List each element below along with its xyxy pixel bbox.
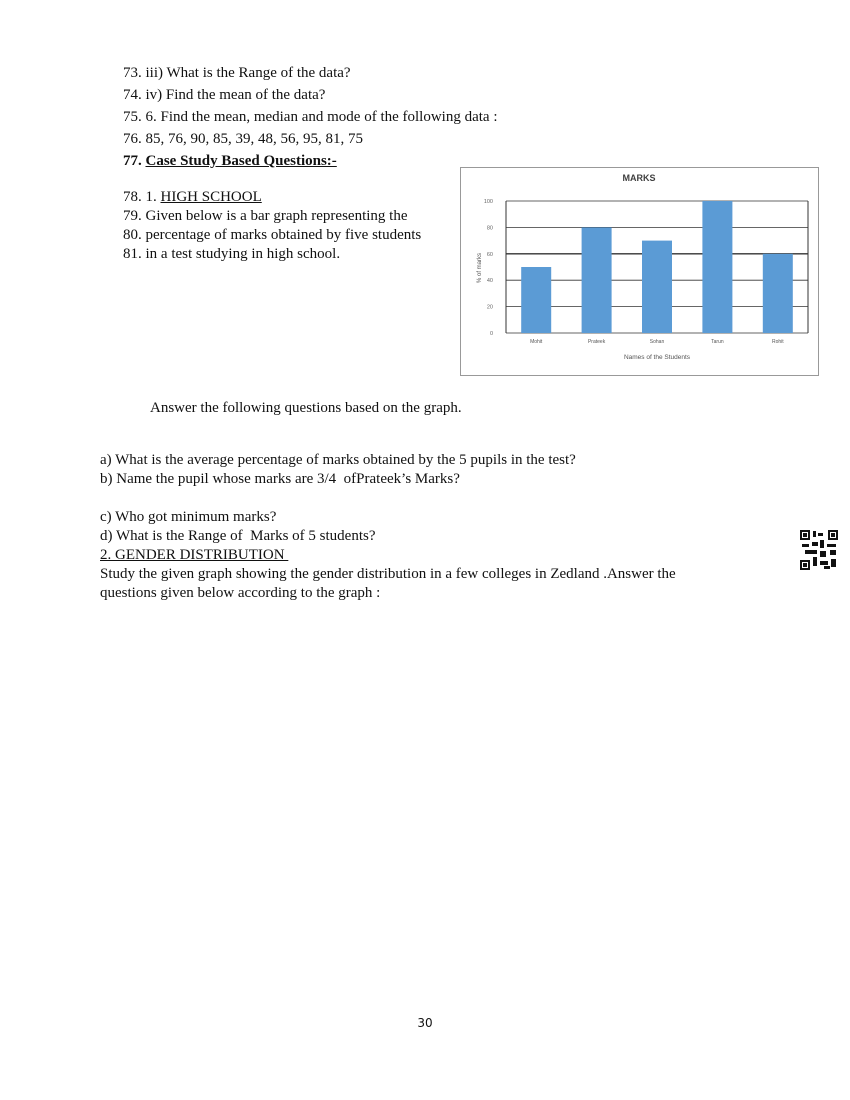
chart-y-tick-label: 60 [486, 251, 493, 258]
instructions: Answer the following questions based on the graph. [150, 400, 462, 416]
case-study-heading [123, 152, 337, 170]
data-line-76: 76. 85, 76, 90, 85, 39, 48, 56, 95, 81, 75 [123, 131, 363, 147]
question-line-75: 75. 6. Find the mean, median and mode of the following data : [123, 109, 498, 125]
chart-x-axis-title: Names of the Students [623, 354, 691, 361]
question-a: a) What is the average percentage of marks obtained by the 5 pupils in the test? [100, 452, 576, 468]
chart-y-tick-label: 0 [489, 331, 493, 337]
line-number: 77. [123, 153, 146, 169]
chart-y-tick-label: 20 [486, 304, 493, 311]
section1-title: HIGH SCHOOL [160, 189, 262, 205]
text-line-80: 80. percentage of marks obtained by five students [123, 227, 422, 243]
text-line-81: 81. in a test studying in high school. [123, 246, 341, 262]
section2-text-1: Study the given graph showing the gender distribution in a few colleges in Zedland .Answer the [100, 566, 676, 582]
question-d: d) What is the Range of Marks of 5 students? [100, 528, 376, 544]
qr-code-icon [800, 530, 838, 570]
chart-bar-rohit [763, 254, 793, 333]
question-line-73: 73. iii) What is the Range of the data? [123, 65, 351, 81]
chart-y-tick-label: 80 [486, 225, 493, 232]
chart-x-tick-label: Mohit [530, 339, 543, 345]
question-b: b) Name the pupil whose marks are 3/4 ofPrateek’s Marks? [100, 471, 460, 487]
page-number: 30 [417, 1016, 433, 1030]
chart-y-tick-label: 40 [486, 278, 493, 285]
chart-bar-tarun [702, 201, 732, 333]
chart-bar-mohit [521, 267, 551, 333]
case-study-title: Case Study Based Questions:- [145, 153, 337, 169]
section2-text-2: questions given below according to the graph : [100, 585, 381, 601]
chart-x-tick-label: Prateek [587, 339, 606, 345]
chart-y-axis-title: % of marks [477, 252, 483, 284]
chart-x-tick-label: Sohan [649, 339, 665, 345]
question-line-74: 74. iv) Find the mean of the data? [123, 87, 326, 103]
chart-x-tick-label: Tarun [711, 339, 724, 345]
marks-bar-chart [460, 167, 819, 376]
chart-bar-sohan [642, 241, 672, 333]
line-number: 78. 1. [123, 189, 161, 205]
chart-title: MARKS [622, 173, 656, 183]
section1-heading [123, 188, 262, 206]
text-line-79: 79. Given below is a bar graph representing the [123, 208, 408, 224]
chart-x-tick-label: Rohit [771, 339, 784, 345]
chart-bar-prateek [582, 227, 612, 333]
chart-y-tick-label: 100 [483, 199, 493, 205]
question-c: c) Who got minimum marks? [100, 509, 277, 525]
section2-heading: 2. GENDER DISTRIBUTION [100, 547, 289, 563]
